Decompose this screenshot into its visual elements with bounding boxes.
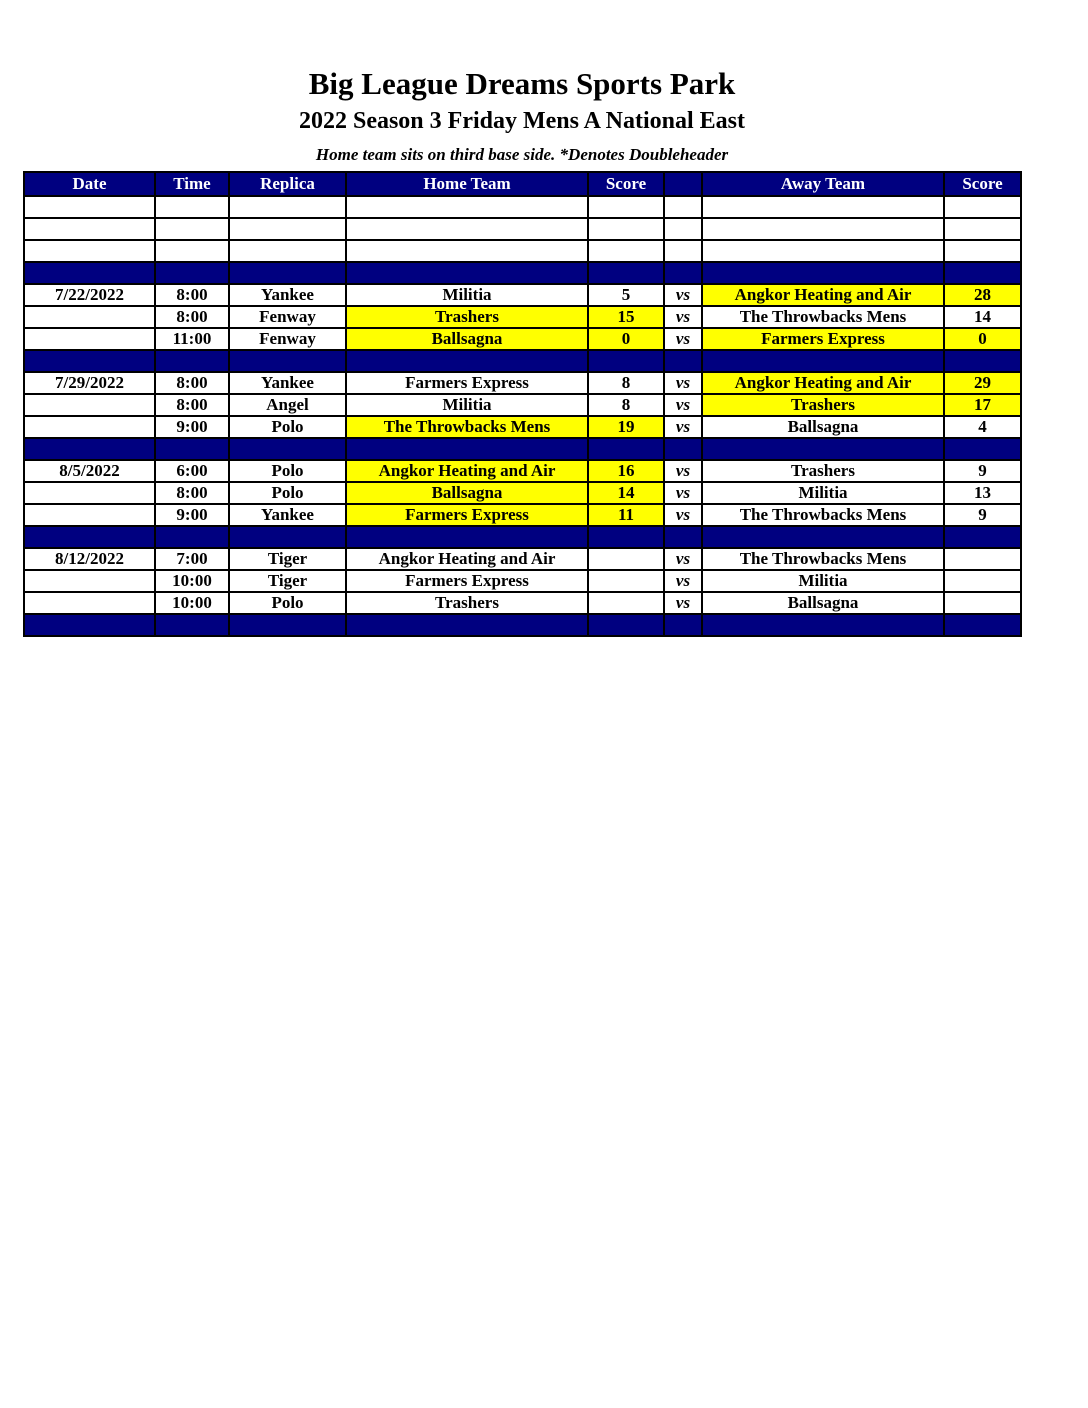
replica-cell: Yankee xyxy=(229,504,346,526)
away-score-cell: 9 xyxy=(944,460,1021,482)
replica-cell: Polo xyxy=(229,482,346,504)
empty-cell xyxy=(664,526,702,548)
home-score-cell: 15 xyxy=(588,306,664,328)
away-score-cell: 28 xyxy=(944,284,1021,306)
col-header-vs xyxy=(664,172,702,196)
empty-cell xyxy=(24,196,155,218)
away-team-cell: Ballsagna xyxy=(702,592,944,614)
home-team-cell: The Throwbacks Mens xyxy=(346,416,588,438)
schedule-note: Home team sits on third base side. *Denotes Doubleheader xyxy=(315,145,729,164)
col-header-away-team: Away Team xyxy=(702,172,944,196)
game-row xyxy=(24,394,1021,416)
separator-row xyxy=(24,526,1021,548)
empty-cell xyxy=(346,526,588,548)
empty-cell xyxy=(229,196,346,218)
home-team-cell: Farmers Express xyxy=(346,372,588,394)
empty-cell xyxy=(155,196,229,218)
empty-cell xyxy=(229,350,346,372)
game-row xyxy=(24,570,1021,592)
vs-cell: vs xyxy=(664,284,702,306)
home-team-cell: Militia xyxy=(346,284,588,306)
away-team-cell: Militia xyxy=(702,482,944,504)
date-cell xyxy=(24,592,155,614)
home-score-cell xyxy=(588,548,664,570)
home-team-cell: Farmers Express xyxy=(346,570,588,592)
col-header-time: Time xyxy=(155,172,229,196)
empty-cell xyxy=(24,218,155,240)
away-team-cell: Trashers xyxy=(702,394,944,416)
schedule-body xyxy=(24,196,1021,636)
empty-cell xyxy=(944,438,1021,460)
vs-cell: vs xyxy=(664,460,702,482)
time-cell: 10:00 xyxy=(155,592,229,614)
empty-cell xyxy=(664,614,702,636)
away-team-cell: The Throwbacks Mens xyxy=(702,504,944,526)
vs-cell: vs xyxy=(664,504,702,526)
date-cell xyxy=(24,570,155,592)
away-score-cell: 0 xyxy=(944,328,1021,350)
blank-row xyxy=(24,196,1021,218)
season-title: 2022 Season 3 Friday Mens A National East xyxy=(298,108,746,134)
empty-cell xyxy=(944,196,1021,218)
date-cell: 7/29/2022 xyxy=(24,372,155,394)
empty-cell xyxy=(24,438,155,460)
date-cell xyxy=(24,416,155,438)
vs-cell: vs xyxy=(664,416,702,438)
home-score-cell: 8 xyxy=(588,372,664,394)
header-row xyxy=(24,172,1021,196)
date-cell: 8/5/2022 xyxy=(24,460,155,482)
empty-cell xyxy=(944,526,1021,548)
empty-cell xyxy=(664,262,702,284)
empty-cell xyxy=(24,350,155,372)
empty-cell xyxy=(702,240,944,262)
park-title: Big League Dreams Sports Park xyxy=(308,66,736,101)
empty-cell xyxy=(346,240,588,262)
empty-cell xyxy=(588,614,664,636)
separator-row xyxy=(24,350,1021,372)
vs-cell: vs xyxy=(664,328,702,350)
empty-cell xyxy=(702,350,944,372)
date-cell: 8/12/2022 xyxy=(24,548,155,570)
game-row xyxy=(24,460,1021,482)
time-cell: 11:00 xyxy=(155,328,229,350)
empty-cell xyxy=(944,218,1021,240)
game-row xyxy=(24,416,1021,438)
empty-cell xyxy=(229,614,346,636)
date-cell: 7/22/2022 xyxy=(24,284,155,306)
col-header-home-score: Score xyxy=(588,172,664,196)
empty-cell xyxy=(155,350,229,372)
home-score-cell xyxy=(588,570,664,592)
game-row xyxy=(24,306,1021,328)
replica-cell: Polo xyxy=(229,416,346,438)
date-cell xyxy=(24,482,155,504)
blank-row xyxy=(24,218,1021,240)
empty-cell xyxy=(229,240,346,262)
vs-cell: vs xyxy=(664,394,702,416)
empty-cell xyxy=(155,218,229,240)
replica-cell: Angel xyxy=(229,394,346,416)
empty-cell xyxy=(944,350,1021,372)
home-score-cell xyxy=(588,592,664,614)
game-row xyxy=(24,284,1021,306)
empty-cell xyxy=(588,262,664,284)
col-header-date: Date xyxy=(24,172,155,196)
home-score-cell: 0 xyxy=(588,328,664,350)
game-row xyxy=(24,592,1021,614)
time-cell: 8:00 xyxy=(155,482,229,504)
away-score-cell: 4 xyxy=(944,416,1021,438)
home-score-cell: 16 xyxy=(588,460,664,482)
empty-cell xyxy=(229,218,346,240)
home-team-cell: Militia xyxy=(346,394,588,416)
home-team-cell: Angkor Heating and Air xyxy=(346,460,588,482)
away-team-cell: The Throwbacks Mens xyxy=(702,548,944,570)
date-cell xyxy=(24,394,155,416)
away-team-cell: The Throwbacks Mens xyxy=(702,306,944,328)
away-team-cell: Angkor Heating and Air xyxy=(702,284,944,306)
game-row xyxy=(24,482,1021,504)
empty-cell xyxy=(24,526,155,548)
time-cell: 8:00 xyxy=(155,372,229,394)
empty-cell xyxy=(664,350,702,372)
empty-cell xyxy=(24,262,155,284)
schedule-table xyxy=(23,171,1022,637)
empty-cell xyxy=(346,438,588,460)
empty-cell xyxy=(155,438,229,460)
away-score-cell: 17 xyxy=(944,394,1021,416)
away-team-cell: Angkor Heating and Air xyxy=(702,372,944,394)
home-team-cell: Angkor Heating and Air xyxy=(346,548,588,570)
empty-cell xyxy=(588,350,664,372)
empty-cell xyxy=(24,240,155,262)
empty-cell xyxy=(944,614,1021,636)
empty-cell xyxy=(702,262,944,284)
col-header-replica: Replica xyxy=(229,172,346,196)
empty-cell xyxy=(24,614,155,636)
time-cell: 8:00 xyxy=(155,394,229,416)
home-score-cell: 5 xyxy=(588,284,664,306)
empty-cell xyxy=(664,196,702,218)
away-score-cell: 9 xyxy=(944,504,1021,526)
away-team-cell: Trashers xyxy=(702,460,944,482)
game-row xyxy=(24,504,1021,526)
empty-cell xyxy=(664,438,702,460)
empty-cell xyxy=(229,262,346,284)
empty-cell xyxy=(588,240,664,262)
time-cell: 8:00 xyxy=(155,306,229,328)
empty-cell xyxy=(664,218,702,240)
col-header-home-team: Home Team xyxy=(346,172,588,196)
replica-cell: Tiger xyxy=(229,548,346,570)
away-team-cell: Farmers Express xyxy=(702,328,944,350)
empty-cell xyxy=(155,526,229,548)
empty-cell xyxy=(944,240,1021,262)
away-score-cell: 29 xyxy=(944,372,1021,394)
time-cell: 9:00 xyxy=(155,416,229,438)
empty-cell xyxy=(588,218,664,240)
vs-cell: vs xyxy=(664,482,702,504)
empty-cell xyxy=(346,196,588,218)
empty-cell xyxy=(229,438,346,460)
home-score-cell: 11 xyxy=(588,504,664,526)
replica-cell: Fenway xyxy=(229,306,346,328)
away-score-cell: 13 xyxy=(944,482,1021,504)
replica-cell: Yankee xyxy=(229,372,346,394)
home-team-cell: Ballsagna xyxy=(346,328,588,350)
empty-cell xyxy=(346,350,588,372)
home-score-cell: 8 xyxy=(588,394,664,416)
blank-row xyxy=(24,240,1021,262)
replica-cell: Tiger xyxy=(229,570,346,592)
away-team-cell: Ballsagna xyxy=(702,416,944,438)
home-team-cell: Trashers xyxy=(346,592,588,614)
home-score-cell: 19 xyxy=(588,416,664,438)
home-team-cell: Ballsagna xyxy=(346,482,588,504)
empty-cell xyxy=(702,438,944,460)
time-cell: 9:00 xyxy=(155,504,229,526)
separator-row xyxy=(24,262,1021,284)
away-score-cell xyxy=(944,592,1021,614)
empty-cell xyxy=(155,614,229,636)
date-cell xyxy=(24,504,155,526)
replica-cell: Fenway xyxy=(229,328,346,350)
vs-cell: vs xyxy=(664,570,702,592)
home-team-cell: Trashers xyxy=(346,306,588,328)
home-score-cell: 14 xyxy=(588,482,664,504)
game-row xyxy=(24,372,1021,394)
separator-row xyxy=(24,438,1021,460)
empty-cell xyxy=(702,196,944,218)
vs-cell: vs xyxy=(664,548,702,570)
vs-cell: vs xyxy=(664,372,702,394)
empty-cell xyxy=(588,196,664,218)
away-score-cell: 14 xyxy=(944,306,1021,328)
time-cell: 8:00 xyxy=(155,284,229,306)
date-cell xyxy=(24,306,155,328)
empty-cell xyxy=(229,526,346,548)
empty-cell xyxy=(664,240,702,262)
away-score-cell xyxy=(944,570,1021,592)
empty-cell xyxy=(346,614,588,636)
time-cell: 10:00 xyxy=(155,570,229,592)
home-team-cell: Farmers Express xyxy=(346,504,588,526)
time-cell: 6:00 xyxy=(155,460,229,482)
col-header-away-score: Score xyxy=(944,172,1021,196)
vs-cell: vs xyxy=(664,592,702,614)
replica-cell: Yankee xyxy=(229,284,346,306)
empty-cell xyxy=(702,614,944,636)
date-cell xyxy=(24,328,155,350)
away-team-cell: Militia xyxy=(702,570,944,592)
away-score-cell xyxy=(944,548,1021,570)
empty-cell xyxy=(346,262,588,284)
replica-cell: Polo xyxy=(229,460,346,482)
vs-cell: vs xyxy=(664,306,702,328)
game-row xyxy=(24,548,1021,570)
empty-cell xyxy=(346,218,588,240)
empty-cell xyxy=(155,240,229,262)
replica-cell: Polo xyxy=(229,592,346,614)
game-row xyxy=(24,328,1021,350)
time-cell: 7:00 xyxy=(155,548,229,570)
empty-cell xyxy=(702,526,944,548)
empty-cell xyxy=(155,262,229,284)
empty-cell xyxy=(588,438,664,460)
empty-cell xyxy=(944,262,1021,284)
separator-row xyxy=(24,614,1021,636)
empty-cell xyxy=(702,218,944,240)
empty-cell xyxy=(588,526,664,548)
